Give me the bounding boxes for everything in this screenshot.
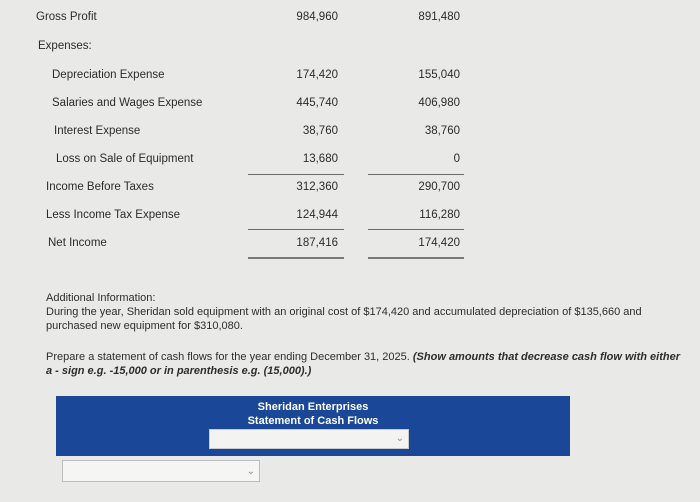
expense-row	[0, 121, 700, 143]
instructions	[46, 350, 686, 378]
statement-title: Statement of Cash Flows	[247, 415, 379, 427]
income-before-taxes-row	[0, 177, 700, 199]
value-col1: 312,360	[296, 181, 338, 193]
value-col1: 445,740	[296, 97, 338, 109]
additional-info-title: Additional Information:	[46, 292, 156, 304]
chevron-down-icon: ⌄	[395, 433, 404, 444]
first-line-item-select[interactable]	[62, 460, 260, 482]
value-col2: 406,980	[418, 97, 460, 109]
period-select[interactable]	[209, 429, 409, 449]
chevron-down-icon: ⌄	[246, 466, 255, 477]
expenses-heading: Expenses:	[38, 40, 92, 52]
value-col1: 984,960	[296, 11, 338, 23]
row-label: Depreciation Expense	[52, 69, 165, 81]
row-label: Net Income	[48, 237, 107, 249]
row-label: Loss on Sale of Equipment	[56, 153, 194, 165]
value-col1: 13,680	[302, 153, 338, 165]
value-col2: 174,420	[418, 237, 460, 249]
net-income-row	[0, 233, 700, 255]
expense-row	[0, 65, 700, 87]
additional-info-body: During the year, Sheridan sold equipment with an original cost of $174,420 and accumulated depreciation of $135,660 and purchased new equipment for $310,080.	[46, 306, 642, 332]
income-tax-row	[0, 205, 700, 227]
row-label: Interest Expense	[54, 125, 141, 137]
value-col2: 290,700	[418, 181, 460, 193]
gross-profit-row	[0, 7, 700, 29]
total-double-rule	[368, 257, 464, 259]
expenses-heading-row	[0, 36, 700, 58]
value-col2: 891,480	[418, 11, 460, 23]
expense-row	[0, 149, 700, 171]
instructions-emphasis: (Show amounts that decrease cash flow with either a - sign e.g. -15,000 or in parenthesis e.g. (15,000).)	[46, 351, 681, 377]
company-name: Sheridan Enterprises	[257, 401, 369, 413]
value-col2: 116,280	[419, 209, 460, 221]
cash-flow-header	[56, 396, 570, 456]
row-label: Gross Profit	[36, 11, 97, 23]
expense-row	[0, 93, 700, 115]
value-col1: 174,420	[296, 69, 338, 81]
value-col2: 155,040	[418, 69, 460, 81]
subtotal-rule	[368, 174, 464, 175]
value-col1: 187,416	[296, 237, 338, 249]
row-label: Salaries and Wages Expense	[52, 97, 203, 109]
subtotal-rule	[248, 174, 344, 175]
subtotal-rule	[368, 229, 464, 230]
row-label: Less Income Tax Expense	[46, 209, 181, 221]
instructions-text: Prepare a statement of cash flows for the year ending December 31, 2025.	[46, 351, 410, 363]
subtotal-rule	[248, 229, 344, 230]
value-col2: 0	[453, 153, 460, 165]
value-col1: 124,944	[296, 209, 338, 221]
additional-info	[46, 291, 686, 333]
value-col1: 38,760	[302, 125, 338, 137]
value-col2: 38,760	[424, 125, 460, 137]
row-label: Income Before Taxes	[46, 181, 154, 193]
total-double-rule	[248, 257, 344, 259]
